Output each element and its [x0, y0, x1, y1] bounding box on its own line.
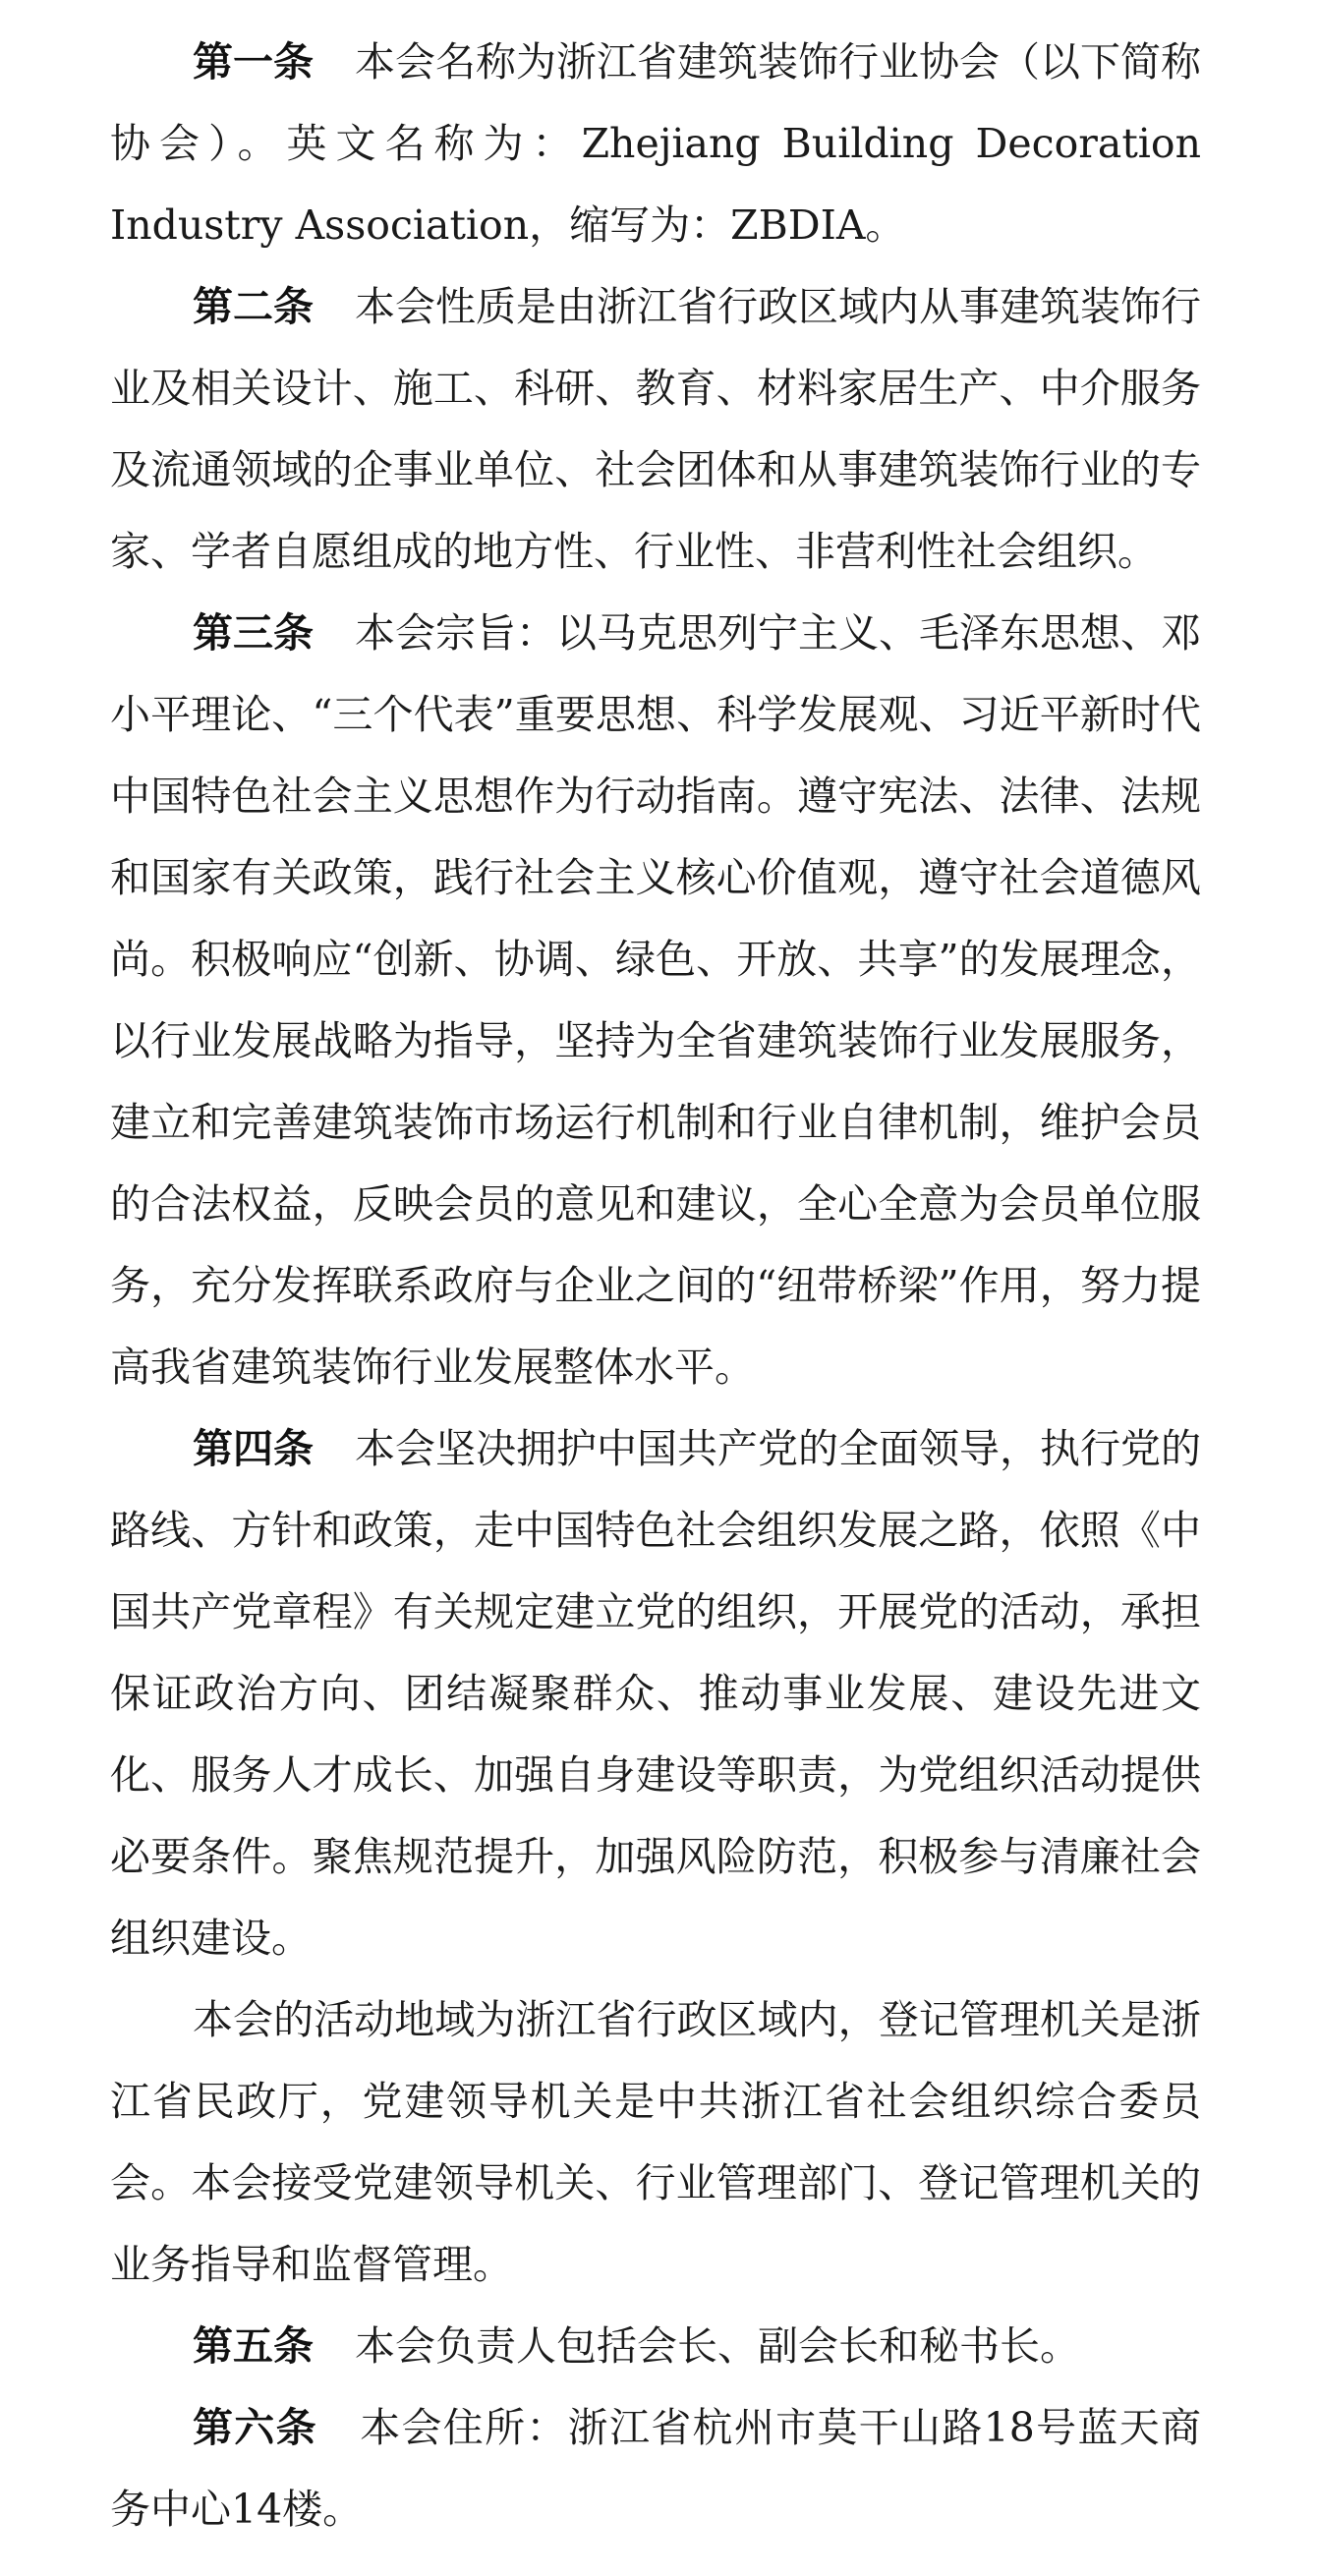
article-text: 本会性质是由浙江省行政区域内从事建筑装饰行业及相关设计、施工、科研、教育、材料家居生产、中介服务及流通领域的企事业单位、社会团体和从事建筑装饰行业的专家、学者自愿组成的地方性、行业性、非营利性社会组织。 [110, 283, 1201, 575]
article-text: 本会的活动地域为浙江省行政区域内，登记管理机关是浙江省民政厅，党建领导机关是中共浙江省社会组织综合委员会。本会接受党建领导机关、行业管理部门、登记管理机关的业务指导和监督管理。 [110, 1996, 1201, 2288]
article-4-continued [110, 1979, 1201, 2306]
article-text: 本会负责人包括会长、副会长和秘书长。 [355, 2322, 1080, 2370]
article-1 [110, 22, 1201, 266]
document-body [110, 22, 1201, 2550]
article-text: 本会宗旨：以马克思列宁主义、毛泽东思想、邓小平理论、“三个代表”重要思想、科学发展观、习近平新时代中国特色社会主义思想作为行动指南。遵守宪法、法律、法规和国家有关政策，践行社会主义核心价值观，遵守社会道德风尚。积极响应“创新、协调、绿色、开放、共享”的发展理念，以行业发展战略为指导，坚持为全省建筑装饰行业发展服务，建立和完善建筑装饰市场运行机制和行业自律机制，维护会员的合法权益，反映会员的意见和建议，全心全意为会员单位服务，充分发挥联系政府与企业之间的“纽带桥梁”作用，努力提高我省建筑装饰行业发展整体水平。 [110, 609, 1201, 1391]
article-3 [110, 593, 1201, 1408]
article-heading: 第二条 [193, 283, 314, 330]
article-5 [110, 2306, 1201, 2387]
article-text: 本会住所：浙江省杭州市莫干山路18号蓝天商务中心14楼。 [110, 2404, 1201, 2533]
article-heading: 第三条 [193, 609, 314, 657]
article-text: 本会名称为浙江省建筑装饰行业协会（以下简称协会）。英文名称为：Zhejiang Building Decoration Industry Association，缩写为：ZBDIA。 [110, 38, 1201, 249]
article-heading: 第六条 [193, 2404, 317, 2451]
article-6 [110, 2387, 1201, 2550]
article-2 [110, 266, 1201, 593]
article-heading: 第四条 [193, 1425, 314, 1472]
article-heading: 第一条 [193, 38, 314, 86]
article-text: 本会坚决拥护中国共产党的全面领导，执行党的路线、方针和政策，走中国特色社会组织发展之路，依照《中国共产党章程》有关规定建立党的组织，开展党的活动，承担保证政治方向、团结凝聚群众、推动事业发展、建设先进文化、服务人才成长、加强自身建设等职责，为党组织活动提供必要条件。聚焦规范提升，加强风险防范，积极参与清廉社会组织建设。 [110, 1425, 1201, 1962]
article-4 [110, 1408, 1201, 1979]
article-heading: 第五条 [193, 2322, 314, 2370]
